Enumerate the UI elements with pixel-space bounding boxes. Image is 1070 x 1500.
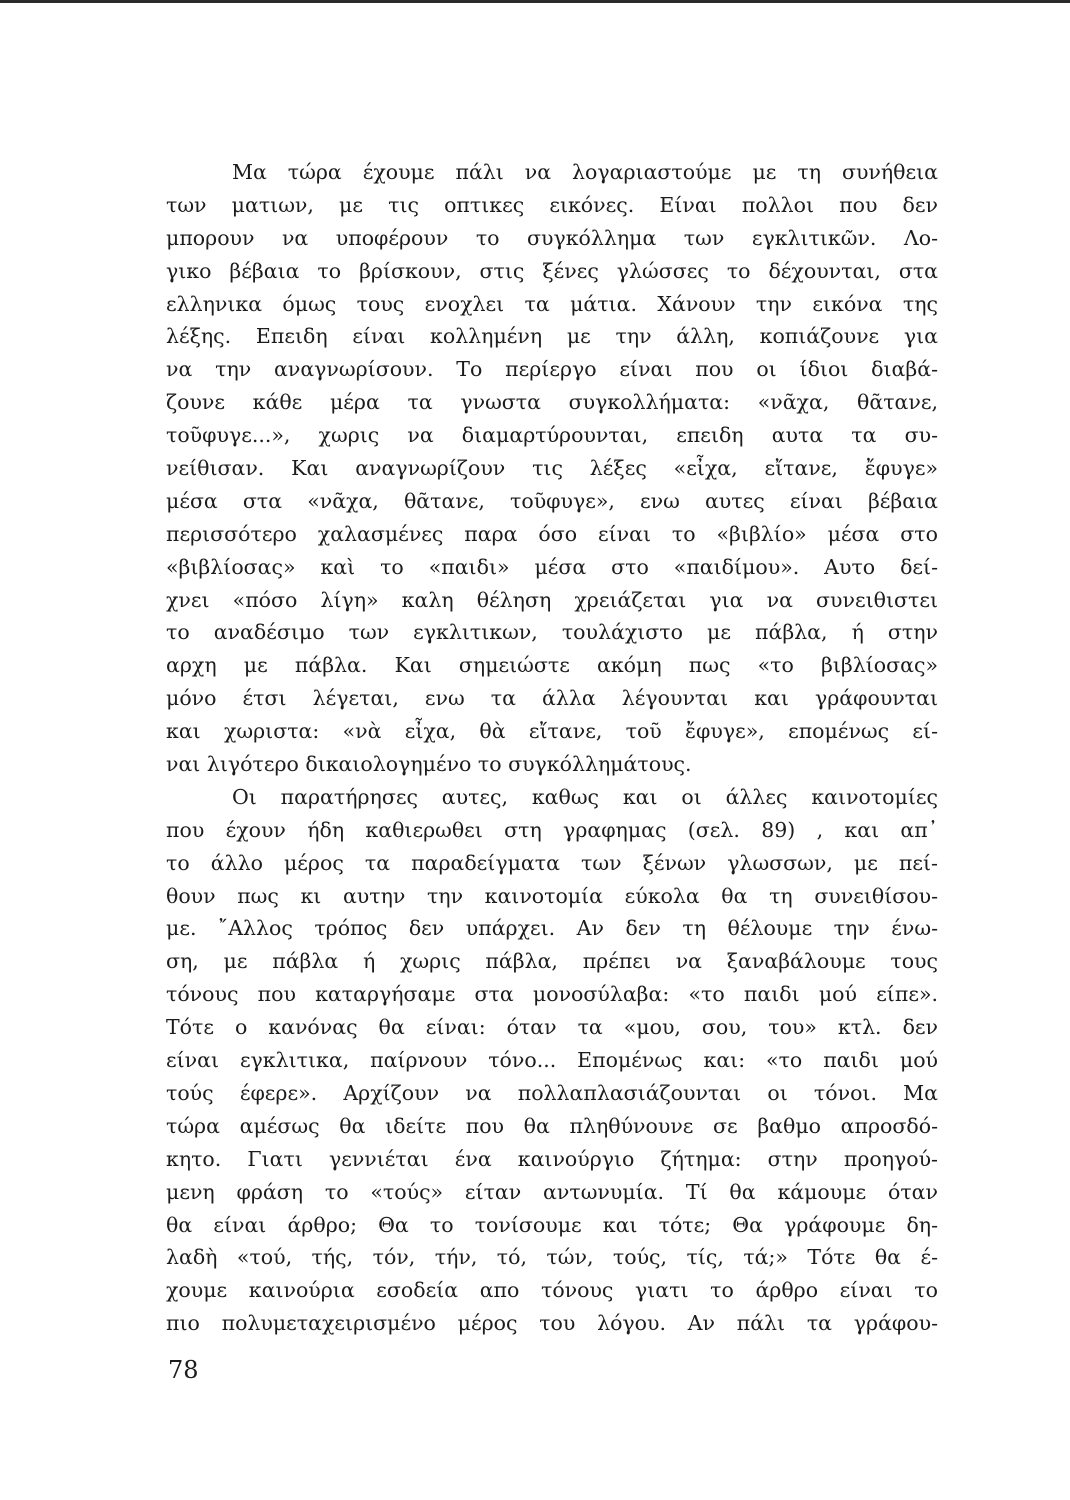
text-line: μπορουν να υποφέρουν το συγκόλλημα των εγκλιτικῶν. Λο- — [166, 225, 938, 250]
text-line: ελληνικα όμως τους ενοχλει τα μάτια. Χάνουν την εικόνα της — [166, 291, 938, 316]
text-line: με. ῎Αλλος τρόπος δεν υπάρχει. Αν δεν τη θέλουμε την ένω- — [166, 916, 938, 941]
text-line: είναι εγκλιτικα, παίρνουν τόνο... Επομένως και: «το παιδι μού — [166, 1048, 938, 1073]
text-line: θα είναι άρθρο; Θα το τονίσουμε και τότε; Θα γράφουμε δη- — [166, 1212, 938, 1237]
paragraph-2 — [166, 781, 938, 1340]
text-line: κητο. Γιατι γεννιέται ένα καινούργιο ζήτημα: στην προηγού- — [166, 1146, 938, 1171]
text-line: και χωριστα: «νὰ εἶχα, θὰ εἴτανε, τοῦ ἔφυγε», επομένως εί- — [166, 719, 938, 744]
text-line: τοῦφυγε...», χωρις να διαμαρτύρουνται, επειδη αυτα τα συ- — [166, 423, 938, 448]
text-line: το αναδέσιμο των εγκλιτικων, τουλάχιστο με πάβλα, ή στην — [166, 620, 938, 645]
text-line: ζουνε κάθε μέρα τα γνωστα συγκολλήματα: «νᾶχα, θᾶτανε, — [166, 390, 938, 415]
text-line: τούς έφερε». Αρχίζουν να πολλαπλασιάζουνται οι τόνοι. Μα — [166, 1080, 938, 1105]
text-line: τώρα αμέσως θα ιδείτε που θα πληθύνουνε σε βαθμο απροσδό- — [166, 1113, 938, 1138]
text-line: λέξης. Επειδη είναι κολλημένη με την άλλη, κοπιάζουνε για — [166, 324, 938, 349]
text-line: το άλλο μέρος τα παραδείγματα των ξένων γλωσσων, με πεί- — [166, 850, 938, 875]
text-line: να την αναγνωρίσουν. Το περίεργο είναι που οι ίδιοι διαβά- — [166, 357, 938, 382]
text-line: Τότε ο κανόνας θα είναι: όταν τα «μου, σου, του» κτλ. δεν — [166, 1015, 938, 1040]
text-line: θουν πως κι αυτην την καινοτομία εύκολα θα τη συνειθίσου- — [166, 883, 938, 908]
text-line: γικο βέβαια το βρίσκουν, στις ξένες γλώσσες το δέχουνται, στα — [166, 258, 938, 283]
text-line: «βιβλίοσας» καὶ το «παιδι» μέσα στο «παιδίμου». Αυτο δεί- — [166, 554, 938, 579]
text-line: ναι λιγότερο δικαιολογημένο το συγκόλλημάτους. — [166, 752, 692, 777]
body-text — [166, 156, 938, 1340]
text-line: μόνο έτσι λέγεται, ενω τα άλλα λέγουνται και γράφουνται — [166, 686, 938, 711]
text-line: χουμε καινούρια εσοδεία απο τόνους γιατι το άρθρο είναι το — [166, 1278, 938, 1303]
page-edge — [0, 0, 1070, 3]
text-line: λαδὴ «τού, τής, τόν, τήν, τό, τών, τούς, τίς, τά;» Τότε θα έ- — [166, 1245, 938, 1270]
text-line: νείθισαν. Και αναγνωρίζουν τις λέξες «εἶχα, εἴτανε, ἔφυγε» — [166, 456, 938, 481]
text-line: περισσότερο χαλασμένες παρα όσο είναι το «βιβλίο» μέσα στο — [166, 521, 938, 546]
text-line: χνει «πόσο λίγη» καλη θέληση χρειάζεται για να συνειθιστει — [166, 587, 938, 612]
text-line: μενη φράση το «τούς» είταν αντωνυμία. Τί θα κάμουμε όταν — [166, 1179, 938, 1204]
text-line: ση, με πάβλα ή χωρις πάβλα, πρέπει να ξαναβάλουμε τους — [166, 949, 938, 974]
page-number: 78 — [168, 1356, 199, 1384]
text-line: τόνους που καταργήσαμε στα μονοσύλαβα: «το παιδι μού είπε». — [166, 982, 938, 1007]
text-line: πιο πολυμεταχειρισμένο μέρος του λόγου. Αν πάλι τα γράφου- — [166, 1311, 938, 1336]
text-line: που έχουν ήδη καθιερωθει στη γραφημας (σελ. 89) , και απ᾽ — [166, 817, 938, 842]
text-line: των ματιων, με τις οπτικες εικόνες. Είναι πολλοι που δεν — [166, 192, 938, 217]
text-line: μέσα στα «νᾶχα, θᾶτανε, τοῦφυγε», ενω αυτες είναι βέβαια — [166, 488, 938, 513]
text-line: αρχη με πάβλα. Και σημειώστε ακόμη πως «το βιβλίοσας» — [166, 653, 938, 678]
text-line: Οι παρατήρησες αυτες, καθως και οι άλλες καινοτομίες — [232, 784, 938, 809]
paragraph-1 — [166, 156, 938, 781]
text-line: Μα τώρα έχουμε πάλι να λογαριαστούμε με τη συνήθεια — [232, 160, 938, 184]
